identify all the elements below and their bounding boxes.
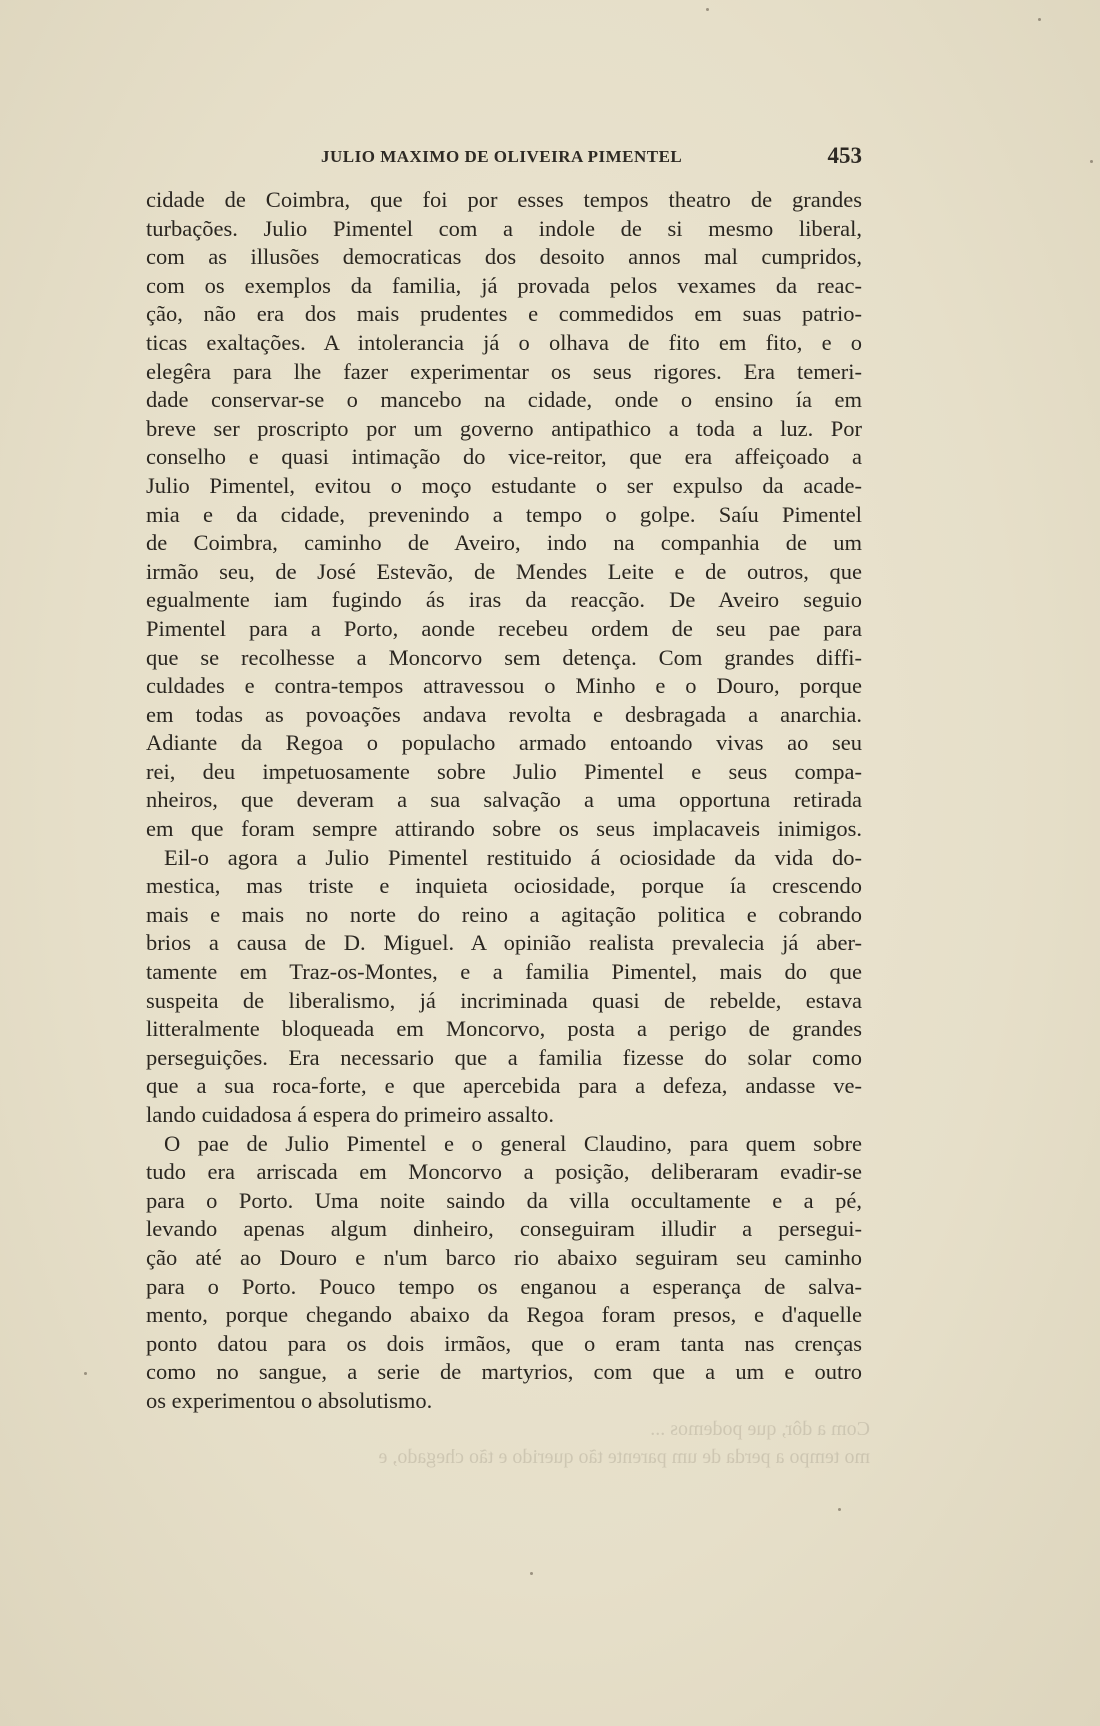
- text-line: conselho e quasi intimação do vice-reitor, que era affeiçoado a: [146, 444, 862, 470]
- bleed-through-text: [378, 1415, 870, 1471]
- text-line: que se recolhesse a Moncorvo sem detença. Com grandes diffi-: [146, 644, 862, 670]
- text-line: para o Porto. Uma noite saindo da villa occultamente e a pé,: [146, 1187, 862, 1213]
- text-line: mia e da cidade, prevenindo a tempo o golpe. Saíu Pimentel: [146, 501, 862, 527]
- paragraph-start-line: Eil-o agora a Julio Pimentel restituido á ociosidade da vida do-: [164, 844, 862, 870]
- body-text: [146, 186, 862, 1416]
- bleed-through-line: mo tempo a perda de um parente tão querido e tão chegado, e: [378, 1446, 870, 1468]
- text-line: para o Porto. Pouco tempo os enganou a esperança de salva-: [146, 1273, 862, 1299]
- text-line: em que foram sempre attirando sobre os seus implacaveis inimigos.: [146, 816, 862, 842]
- text-line: como no sangue, a serie de martyrios, com que a um e outro: [146, 1359, 862, 1385]
- text-line: breve ser proscripto por um governo antipathico a toda a luz. Por: [146, 415, 862, 441]
- paragraph-end-line: os experimentou o absolutismo.: [146, 1387, 433, 1413]
- text-line: de Coimbra, caminho de Aveiro, indo na companhia de um: [146, 530, 862, 556]
- paper-speck: [1038, 18, 1041, 21]
- text-line: culdades e contra-tempos attravessou o Minho e o Douro, porque: [146, 673, 862, 699]
- paper-speck: [530, 1572, 533, 1575]
- text-line: Julio Pimentel, evitou o moço estudante o ser expulso da acade-: [146, 472, 862, 498]
- text-line: ponto datou para os dois irmãos, que o eram tanta nas crenças: [146, 1330, 862, 1356]
- text-line: cidade de Coimbra, que foi por esses tempos theatro de grandes: [146, 187, 862, 212]
- paper-speck: [838, 1508, 841, 1511]
- text-line: tamente em Traz-os-Montes, e a familia Pimentel, mais do que: [146, 959, 862, 985]
- text-line: Adiante da Regoa o populacho armado entoando vivas ao seu: [146, 730, 862, 756]
- text-line: com as illusões democraticas dos desoito annos mal cumpridos,: [146, 244, 862, 270]
- text-line: mais e mais no norte do reino a agitação politica e cobrando: [146, 901, 862, 927]
- text-line: nheiros, que deveram a sua salvação a uma opportuna retirada: [146, 787, 862, 813]
- text-line: perseguições. Era necessario que a familia fizesse do solar como: [146, 1044, 862, 1070]
- paragraph-end-line: lando cuidadosa á espera do primeiro assalto.: [146, 1102, 554, 1127]
- paper-speck: [1090, 160, 1093, 163]
- text-line: ção, não era dos mais prudentes e commedidos em suas patrio-: [146, 301, 862, 327]
- text-line: rei, deu impetuosamente sobre Julio Pimentel e seus compa-: [146, 758, 862, 784]
- text-line: mestica, mas triste e inquieta ociosidade, porque ía crescendo: [146, 873, 862, 899]
- text-line: mento, porque chegando abaixo da Regoa foram presos, e d'aquelle: [146, 1302, 862, 1328]
- text-line: que a sua roca-forte, e que apercebida para a defeza, andasse ve-: [146, 1073, 862, 1099]
- paper-speck: [84, 1372, 87, 1375]
- text-line: litteralmente bloqueada em Moncorvo, posta a perigo de grandes: [146, 1016, 862, 1042]
- text-line: elegêra para lhe fazer experimentar os seus rigores. Era temeri-: [146, 358, 862, 384]
- text-line: ticas exaltações. A intolerancia já o olhava de fito em fito, e o: [146, 329, 862, 355]
- paper-speck: [706, 8, 709, 11]
- text-line: dade conservar-se o mancebo na cidade, onde o ensino ía em: [146, 387, 862, 413]
- text-line: egualmente iam fugindo ás iras da reacção. De Aveiro seguio: [146, 587, 862, 613]
- page-number: 453: [827, 143, 862, 168]
- text-line: brios a causa de D. Miguel. A opinião realista prevalecia já aber-: [146, 930, 862, 956]
- page-header: [146, 143, 862, 173]
- text-line: levando apenas algum dinheiro, conseguiram illudir a persegui-: [146, 1216, 862, 1242]
- bleed-through-line: Com a dôr, que podemos ...: [650, 1418, 870, 1440]
- text-line: irmão seu, de José Estevão, de Mendes Leite e de outros, que: [146, 558, 862, 584]
- text-line: Pimentel para a Porto, aonde recebeu ordem de seu pae para: [146, 615, 862, 641]
- text-line: em todas as povoações andava revolta e desbragada a anarchia.: [146, 701, 862, 727]
- text-line: ção até ao Douro e n'um barco rio abaixo seguiram seu caminho: [146, 1244, 862, 1270]
- running-title: JULIO MAXIMO DE OLIVEIRA PIMENTEL: [321, 147, 683, 166]
- text-line: com os exemplos da familia, já provada pelos vexames da reac-: [146, 272, 862, 298]
- text-line: suspeita de liberalismo, já incriminada quasi de rebelde, estava: [146, 987, 862, 1013]
- paragraph-start-line: O pae de Julio Pimentel e o general Claudino, para quem sobre: [164, 1130, 862, 1156]
- text-line: turbações. Julio Pimentel com a indole de si mesmo liberal,: [146, 215, 862, 241]
- text-line: tudo era arriscada em Moncorvo a posição, deliberaram evadir-se: [146, 1159, 862, 1185]
